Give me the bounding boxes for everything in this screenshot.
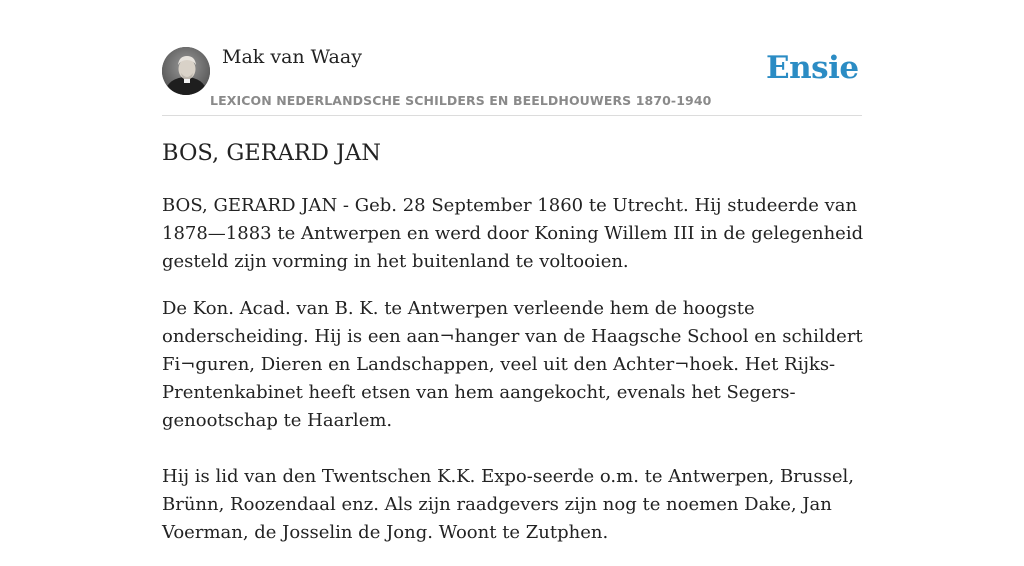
page-title: BOS, GERARD JAN (162, 140, 381, 166)
author-avatar[interactable] (162, 47, 210, 95)
author-name[interactable]: Mak van Waay (222, 46, 362, 68)
author-portrait-icon (162, 47, 210, 95)
article-body (162, 192, 864, 566)
ensie-logo[interactable]: Ensie (766, 50, 859, 86)
lexicon-name[interactable]: LEXICON NEDERLANDSCHE SCHILDERS EN BEELDHOUWERS 1870-1940 (210, 93, 712, 108)
paragraph-2: De Kon. Acad. van B. K. te Antwerpen verleende hem de hoogste onderscheiding. Hij is een aan¬hanger van de Haagsche School en schildert Fi¬guren, Dieren en Landschappen, veel uit den Achter¬hoek. Het Rijks-Prentenkabinet heeft etsen van hem aangekocht, evenals het Segers-genootschap te Haarlem. (162, 298, 863, 431)
paragraph-1: BOS, GERARD JAN - Geb. 28 September 1860 te Utrecht. Hij studeerde van 1878—1883 te Antwerpen en werd door Koning Willem III in de gelegenheid gesteld zijn vorming in het buitenland te voltooien. (162, 195, 864, 272)
header-divider (162, 115, 862, 116)
paragraph-3: Hij is lid van den Twentschen K.K. Expo-seerde o.m. te Antwerpen, Brussel, Brünn, Roozendaal enz. Als zijn raadgevers zijn nog te noemen Dake, Jan Voerman, de Josselin de Jong. Woont te Zutphen. (162, 466, 854, 543)
